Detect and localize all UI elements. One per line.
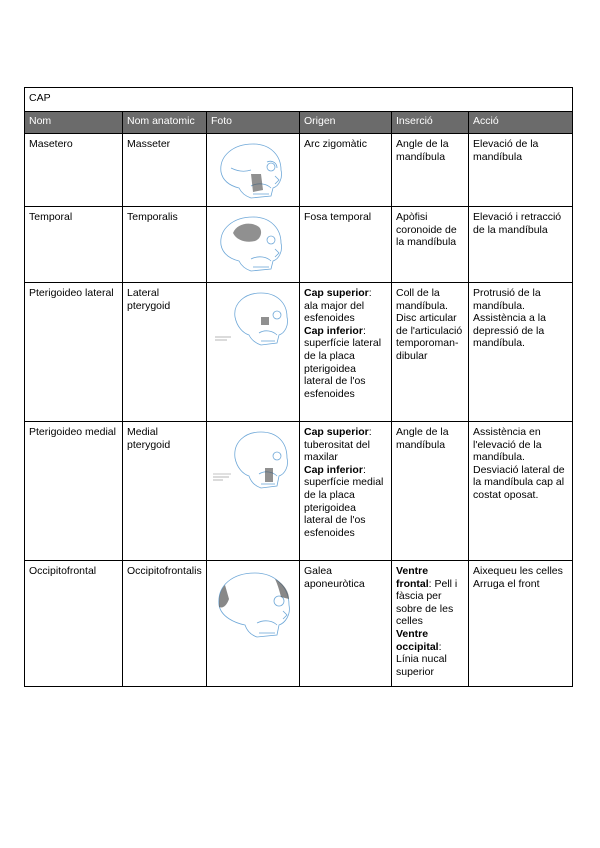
- masseter-muscle: [251, 174, 263, 192]
- bold-label: Cap superior: [304, 426, 369, 438]
- cell-foto: [207, 561, 300, 687]
- cell-text: Occipitofrontal: [29, 565, 97, 577]
- table-title: CAP: [25, 88, 573, 112]
- skull-lateral-pterygoid-image: [211, 287, 297, 357]
- cell-text: Temporal: [29, 211, 73, 223]
- header-row: [25, 112, 573, 134]
- cell-origen: [300, 561, 392, 687]
- cell-nom-anatomic: [123, 283, 207, 422]
- cell-text: Temporalis: [127, 211, 178, 223]
- cell-text: Occipitofrontalis: [127, 565, 202, 577]
- cell-text: Protrusió de la mandíbula.: [473, 287, 541, 312]
- cell-text: Elevació i retracció de la mandíbula: [473, 211, 562, 236]
- cell-insercio: [392, 134, 469, 207]
- table-row: [25, 422, 573, 561]
- cell-text: Desviació lateral de la mandíbula cap al costat oposat.: [473, 463, 565, 501]
- cell-text: Pterigoideo medial: [29, 426, 116, 438]
- table-row: [25, 134, 573, 207]
- temporalis-muscle: [233, 224, 261, 242]
- cell-origen: [300, 422, 392, 561]
- cell-text: Apòfisi coronoide de la mandíbula: [396, 211, 457, 249]
- cell-insercio: [392, 207, 469, 283]
- cell-accio: [469, 283, 573, 422]
- cell-nom: [25, 283, 123, 422]
- cell-text: Assistència en l'elevació de la mandíbula.: [473, 426, 542, 464]
- bold-label: Ventre occipital: [396, 627, 439, 653]
- header-insercio: Inserció: [392, 112, 469, 134]
- bold-label: Cap superior: [304, 287, 369, 299]
- bold-label: Cap inferior: [304, 324, 363, 337]
- cell-nom-anatomic: [123, 422, 207, 561]
- cell-nom-anatomic: [123, 134, 207, 207]
- cell-text: Assistència a la depressió de la mandíbula.: [473, 312, 546, 350]
- cell-insercio: [392, 422, 469, 561]
- cell-accio: [469, 207, 573, 283]
- table-row: [25, 207, 573, 283]
- muscle-table: [24, 87, 573, 687]
- cell-accio: [469, 422, 573, 561]
- skull-occipitofrontalis-image: [211, 565, 297, 649]
- cell-text: : Pell i fàscia per sobre de les celles: [396, 577, 458, 628]
- cell-text: Angle de la mandíbula: [396, 426, 449, 451]
- cell-foto: [207, 422, 300, 561]
- cell-insercio: [392, 283, 469, 422]
- header-accio: Acció: [469, 112, 573, 134]
- cell-foto: [207, 134, 300, 207]
- cell-origen: [300, 283, 392, 422]
- cell-insercio: [392, 561, 469, 687]
- cell-text: Masseter: [127, 138, 171, 150]
- skull-masseter-image: [211, 138, 297, 202]
- cell-origen: [300, 207, 392, 283]
- cell-text: Arc zigomàtic: [304, 138, 368, 150]
- cell-text: : tuberositat del maxilar: [304, 426, 372, 464]
- bold-label: Ventre frontal: [396, 565, 429, 590]
- cell-text: Medial pterygoid: [127, 426, 171, 451]
- header-foto: Foto: [207, 112, 300, 134]
- cell-text: Angle de la mandíbula: [396, 138, 449, 163]
- cell-foto: [207, 283, 300, 422]
- cell-foto: [207, 207, 300, 283]
- cell-accio: [469, 561, 573, 687]
- cell-nom: [25, 207, 123, 283]
- cell-text: Masetero: [29, 138, 73, 150]
- cell-text: : ala major del esfenoides: [304, 287, 372, 325]
- cell-text: Lateral pterygoid: [127, 287, 171, 312]
- header-nom: Nom: [25, 112, 123, 134]
- skull-temporalis-image: [211, 211, 297, 277]
- cell-text: Elevació de la mandíbula: [473, 138, 539, 163]
- cell-nom: [25, 134, 123, 207]
- cell-origen: [300, 134, 392, 207]
- cell-text: Pterigoideo lateral: [29, 287, 114, 299]
- cell-accio: [469, 134, 573, 207]
- cell-text: : superfície lateral de la placa pterigoidea lateral de l'os esfenoides: [304, 324, 382, 400]
- header-nom-anatomic: Nom anatomic: [123, 112, 207, 134]
- lateral-pterygoid-muscle: [261, 317, 269, 325]
- bold-label: Cap inferior: [304, 463, 363, 476]
- cell-text: Arruga el front: [473, 577, 540, 590]
- table-row: [25, 561, 573, 687]
- header-origen: Origen: [300, 112, 392, 134]
- cell-text: : Línia nucal superior: [396, 640, 447, 678]
- cell-text: Galea aponeuròtica: [304, 565, 365, 590]
- cell-nom: [25, 561, 123, 687]
- cell-nom-anatomic: [123, 207, 207, 283]
- cell-text: Aixequeu les celles: [473, 565, 563, 577]
- cell-text: Fosa temporal: [304, 211, 372, 223]
- table-row: [25, 283, 573, 422]
- cell-nom-anatomic: [123, 561, 207, 687]
- occipital-belly-muscle: [219, 585, 229, 608]
- medial-pterygoid-muscle: [265, 468, 273, 482]
- cell-text: : superfície medial de la placa pterigoidea lateral de l'os esfenoides: [304, 463, 384, 539]
- skull-medial-pterygoid-image: [211, 426, 297, 500]
- cell-nom: [25, 422, 123, 561]
- cell-text: Coll de la mandíbula. Disc articular de l'articulació temporoman-dibular: [396, 287, 463, 362]
